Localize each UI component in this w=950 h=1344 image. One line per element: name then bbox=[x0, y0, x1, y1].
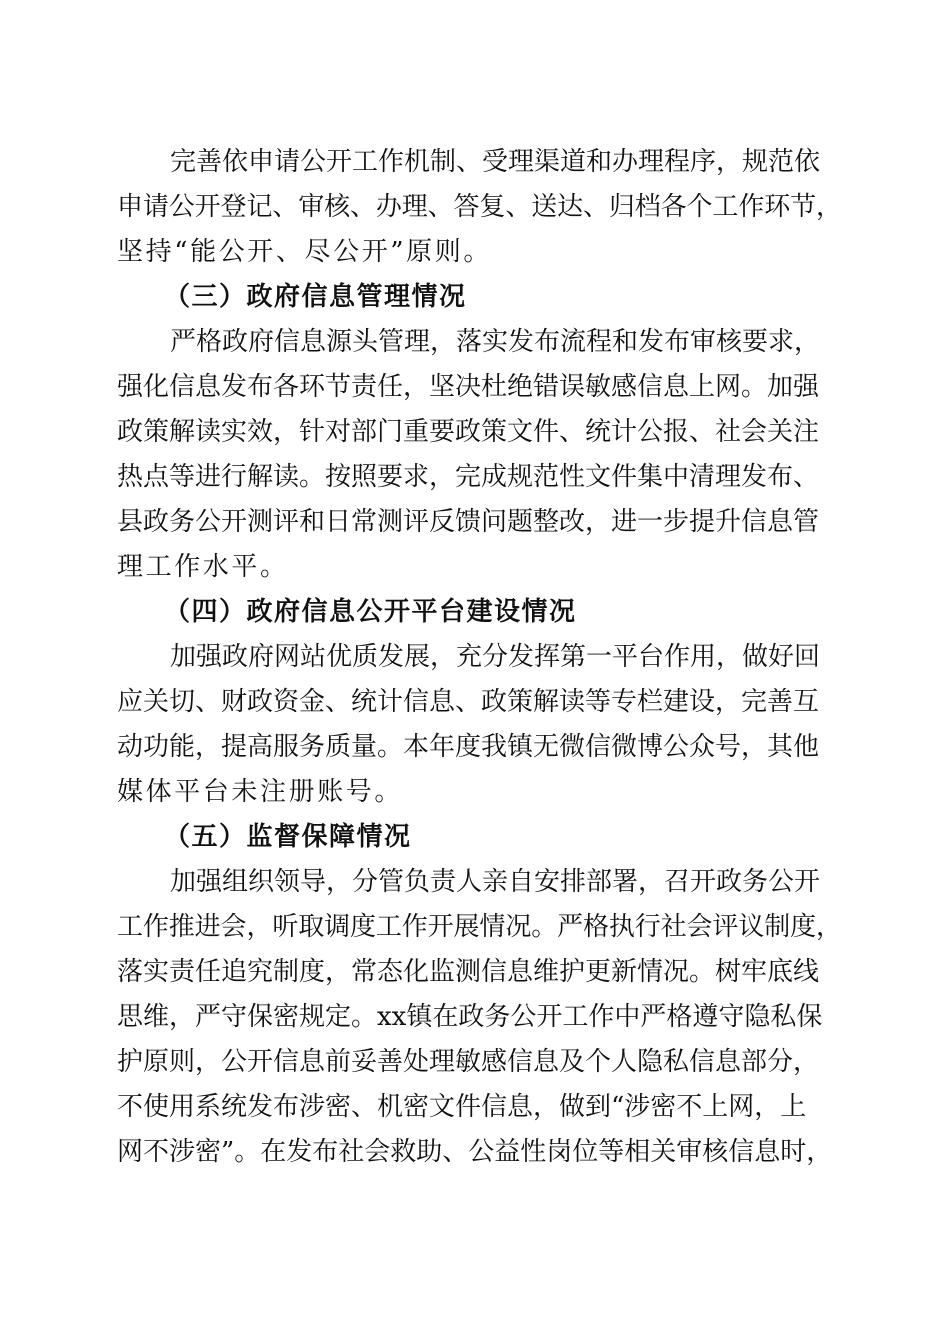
paragraph-line: 动功能，提高服务质量。本年度我镇无微信微博公众号，其他 bbox=[117, 732, 820, 762]
paragraph-line: 强化信息发布各环节责任，坚决杜绝错误敏感信息上网。加强 bbox=[117, 372, 820, 402]
section-heading: （四）政府信息公开平台建设情况 bbox=[164, 597, 577, 627]
paragraph-line: 思维，严守保密规定。xx镇在政务公开工作中严格遵守隐私保 bbox=[117, 1002, 823, 1032]
paragraph-line: 政策解读实效，针对部门重要政策文件、统计公报、社会关注 bbox=[117, 417, 820, 447]
paragraph-line: 严格政府信息源头管理，落实发布流程和发布审核要求， bbox=[170, 327, 821, 357]
paragraph-line: 加强组织领导，分管负责人亲自安排部署，召开政务公开 bbox=[170, 867, 821, 897]
paragraph-line: 完善依申请公开工作机制、受理渠道和办理程序，规范依 bbox=[170, 147, 821, 177]
section-heading: （三）政府信息管理情况 bbox=[164, 282, 467, 312]
paragraph-line: 理工作水平。 bbox=[117, 552, 289, 582]
paragraph-line: 加强政府网站优质发展，充分发挥第一平台作用，做好回 bbox=[170, 642, 821, 672]
paragraph-line: 热点等进行解读。按照要求，完成规范性文件集中清理发布、 bbox=[117, 462, 820, 492]
paragraph-line: 媒体平台未注册账号。 bbox=[117, 777, 404, 807]
section-heading: （五）监督保障情况 bbox=[164, 822, 412, 852]
paragraph-line: 工作推进会，听取调度工作开展情况。严格执行社会评议制度， bbox=[117, 912, 842, 942]
paragraph-line: 网不涉密”。在发布社会救助、公益性岗位等相关审核信息时， bbox=[117, 1137, 833, 1167]
paragraph-line: 应关切、财政资金、统计信息、政策解读等专栏建设，完善互 bbox=[117, 687, 820, 717]
paragraph-line: 不使用系统发布涉密、机密文件信息，做到“涉密不上网，上 bbox=[117, 1092, 807, 1122]
paragraph-line: 落实责任追究制度，常态化监测信息维护更新情况。树牢底线 bbox=[117, 957, 820, 987]
paragraph-line: 坚持“能公开、尽公开”原则。 bbox=[117, 237, 492, 267]
paragraph-line: 申请公开登记、审核、办理、答复、送达、归档各个工作环节， bbox=[117, 192, 842, 222]
paragraph-line: 县政务公开测评和日常测评反馈问题整改，进一步提升信息管 bbox=[117, 507, 820, 537]
paragraph-line: 护原则，公开信息前妥善处理敏感信息及个人隐私信息部分， bbox=[117, 1047, 820, 1077]
